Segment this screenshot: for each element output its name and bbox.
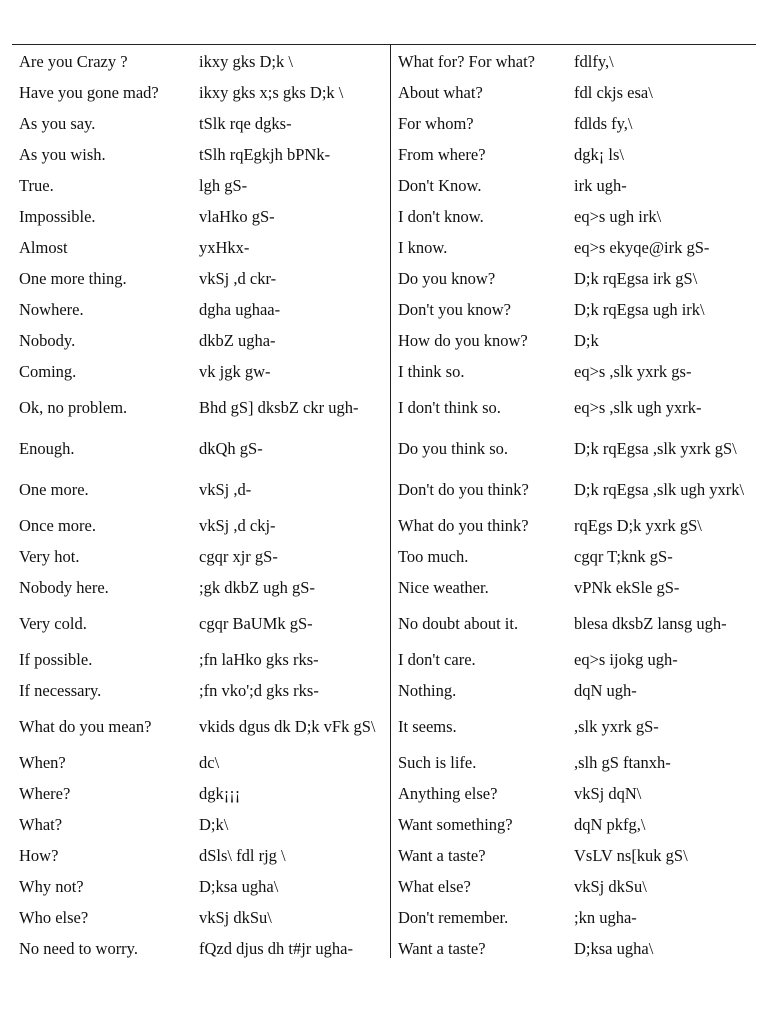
english-phrase-right: Want a taste? [398, 846, 486, 865]
hindi-translation-left: vkids dgus dk D;k vFk gS\ [199, 717, 376, 736]
table-row [12, 541, 756, 572]
hindi-translation-left: dgha ughaa- [199, 300, 281, 319]
english-phrase-left: Ok, no problem. [19, 398, 128, 417]
english-phrase-right: From where? [398, 145, 486, 164]
hindi-translation-left: ;gk dkbZ ugh gS- [199, 578, 315, 597]
english-phrase-left: No need to worry. [19, 939, 138, 958]
english-phrase-left: Nobody. [19, 331, 76, 350]
english-phrase-right: Do you think so. [398, 439, 509, 458]
english-phrase-left: One more. [19, 480, 89, 499]
hindi-translation-left: dkQh gS- [199, 439, 263, 458]
english-phrase-left: Almost [19, 238, 68, 257]
hindi-translation-left: dkbZ ugha- [199, 331, 276, 350]
hindi-translation-right: eq>s ekyqe@irk gS- [574, 238, 710, 257]
english-phrase-right: What for? For what? [398, 52, 535, 71]
hindi-translation-left: D;k\ [199, 815, 229, 834]
hindi-translation-right: D;k rqEgsa ugh irk\ [574, 300, 705, 319]
table-row [12, 778, 756, 809]
hindi-translation-right: vkSj dkSu\ [574, 877, 647, 896]
hindi-translation-left: cgqr xjr gS- [199, 547, 278, 566]
english-phrase-right: Do you know? [398, 269, 496, 288]
hindi-translation-right: D;k rqEgsa ,slk ugh yxrk\ [574, 480, 745, 499]
english-phrase-left: Where? [19, 784, 71, 803]
english-phrase-left: Impossible. [19, 207, 96, 226]
english-phrase-left: True. [19, 176, 54, 195]
table-row [12, 201, 756, 232]
hindi-translation-right: ,slh gS ftanxh- [574, 753, 671, 772]
hindi-translation-right: eq>s ugh irk\ [574, 207, 662, 226]
table-row [12, 603, 756, 644]
table-row [12, 428, 756, 469]
hindi-translation-right: VsLV ns[kuk gS\ [574, 846, 688, 865]
hindi-translation-right: ;kn ugha- [574, 908, 637, 927]
hindi-translation-right: dqN pkfg,\ [574, 815, 646, 834]
english-phrase-right: No doubt about it. [398, 614, 519, 633]
hindi-translation-left: cgqr BaUMk gS- [199, 614, 313, 633]
table-row [12, 675, 756, 706]
english-phrase-right: About what? [398, 83, 483, 102]
table-row [12, 387, 756, 428]
english-phrase-right: I don't care. [398, 650, 476, 669]
english-phrase-left: Coming. [19, 362, 77, 381]
table-row [12, 706, 756, 747]
english-phrase-left: Once more. [19, 516, 96, 535]
hindi-translation-right: dgk¡ ls\ [574, 145, 624, 164]
english-phrase-right: What do you think? [398, 516, 529, 535]
hindi-translation-left: dSls\ fdl rjg \ [199, 846, 286, 865]
hindi-translation-right: irk ugh- [574, 176, 627, 195]
english-phrase-right: Want something? [398, 815, 513, 834]
table-row [12, 871, 756, 902]
hindi-translation-right: D;k rqEgsa ,slk yxrk gS\ [574, 439, 737, 458]
hindi-translation-right: fdlfy,\ [574, 52, 614, 71]
table-body [12, 46, 756, 964]
table-row [12, 139, 756, 170]
hindi-translation-right: D;ksa ugha\ [574, 939, 654, 958]
english-phrase-left: Very hot. [19, 547, 80, 566]
table-row [12, 46, 756, 77]
hindi-translation-left: ikxy gks x;s gks D;k \ [199, 83, 344, 102]
english-phrase-left: Have you gone mad? [19, 83, 159, 102]
table-row [12, 644, 756, 675]
english-phrase-right: I don't know. [398, 207, 484, 226]
english-phrase-right: I know. [398, 238, 448, 257]
english-phrase-left: When? [19, 753, 66, 772]
table-row [12, 902, 756, 933]
english-phrase-right: How do you know? [398, 331, 528, 350]
hindi-translation-left: ;fn laHko gks rks- [199, 650, 319, 669]
english-phrase-left: What? [19, 815, 63, 834]
hindi-translation-right: D;k rqEgsa irk gS\ [574, 269, 698, 288]
hindi-translation-left: vlaHko gS- [199, 207, 275, 226]
table-row [12, 294, 756, 325]
english-phrase-right: For whom? [398, 114, 474, 133]
english-phrase-left: Nowhere. [19, 300, 84, 319]
english-phrase-right: Anything else? [398, 784, 498, 803]
english-phrase-right: Want a taste? [398, 939, 486, 958]
english-phrase-left: As you say. [19, 114, 96, 133]
hindi-translation-right: cgqr T;knk gS- [574, 547, 673, 566]
english-phrase-right: Nothing. [398, 681, 457, 700]
english-phrase-right: Don't Know. [398, 176, 482, 195]
hindi-translation-left: dc\ [199, 753, 220, 772]
table-row [12, 747, 756, 778]
hindi-translation-right: fdl ckjs esa\ [574, 83, 653, 102]
table-row [12, 170, 756, 201]
table-row [12, 809, 756, 840]
hindi-translation-left: lgh gS- [199, 176, 248, 195]
hindi-translation-right: D;k [574, 331, 599, 350]
table-top-rule [12, 44, 756, 45]
hindi-translation-left: vkSj ,d ckr- [199, 269, 277, 288]
hindi-translation-right: rqEgs D;k yxrk gS\ [574, 516, 702, 535]
table-row [12, 325, 756, 356]
english-phrase-left: Are you Crazy ? [19, 52, 128, 71]
table-row [12, 77, 756, 108]
hindi-translation-left: tSlh rqEgkjh bPNk- [199, 145, 331, 164]
hindi-translation-right: dqN ugh- [574, 681, 637, 700]
english-phrase-right: I think so. [398, 362, 465, 381]
english-phrase-left: Who else? [19, 908, 89, 927]
table-row [12, 263, 756, 294]
hindi-translation-left: vkSj ,d- [199, 480, 252, 499]
hindi-translation-left: ;fn vko';d gks rks- [199, 681, 319, 700]
english-phrase-right: What else? [398, 877, 471, 896]
hindi-translation-left: fQzd djus dh t#jr ugha- [199, 939, 353, 958]
english-phrase-left: If necessary. [19, 681, 102, 700]
hindi-translation-left: vkSj ,d ckj- [199, 516, 276, 535]
english-phrase-right: I don't think so. [398, 398, 501, 417]
english-phrase-left: Very cold. [19, 614, 87, 633]
english-phrase-right: It seems. [398, 717, 457, 736]
hindi-translation-left: dgk¡¡¡ [199, 784, 241, 803]
hindi-translation-left: tSlk rqe dgks- [199, 114, 292, 133]
english-phrase-left: Nobody here. [19, 578, 109, 597]
english-phrase-right: Nice weather. [398, 578, 489, 597]
hindi-translation-right: vkSj dqN\ [574, 784, 642, 803]
hindi-translation-left: D;ksa ugha\ [199, 877, 279, 896]
hindi-translation-right: fdlds fy,\ [574, 114, 633, 133]
table-row [12, 510, 756, 541]
english-phrase-left: What do you mean? [19, 717, 152, 736]
hindi-translation-right: eq>s ,slk yxrk gs- [574, 362, 692, 381]
table-row [12, 840, 756, 871]
table-row [12, 572, 756, 603]
hindi-translation-left: Bhd gS] dksbZ ckr ugh- [199, 398, 359, 417]
english-phrase-right: Don't you know? [398, 300, 511, 319]
hindi-translation-right: ,slk yxrk gS- [574, 717, 659, 736]
hindi-translation-left: vkSj dkSu\ [199, 908, 272, 927]
hindi-translation-left: vk jgk gw- [199, 362, 271, 381]
hindi-translation-right: eq>s ijokg ugh- [574, 650, 678, 669]
table-row [12, 469, 756, 510]
hindi-translation-right: eq>s ,slk ugh yxrk- [574, 398, 702, 417]
english-phrase-right: Too much. [398, 547, 469, 566]
english-phrase-left: If possible. [19, 650, 93, 669]
english-phrase-left: How? [19, 846, 59, 865]
table-row [12, 232, 756, 263]
english-phrase-left: Why not? [19, 877, 84, 896]
english-phrase-left: As you wish. [19, 145, 106, 164]
hindi-translation-right: vPNk ekSle gS- [574, 578, 680, 597]
english-phrase-right: Don't remember. [398, 908, 509, 927]
hindi-translation-left: yxHkx- [199, 238, 250, 257]
table-row [12, 356, 756, 387]
english-phrase-right: Don't do you think? [398, 480, 529, 499]
english-phrase-right: Such is life. [398, 753, 477, 772]
table-row [12, 933, 756, 964]
hindi-translation-right: blesa dksbZ lansg ugh- [574, 614, 727, 633]
table-row [12, 108, 756, 139]
hindi-translation-left: ikxy gks D;k \ [199, 52, 293, 71]
english-phrase-left: Enough. [19, 439, 75, 458]
english-phrase-left: One more thing. [19, 269, 127, 288]
